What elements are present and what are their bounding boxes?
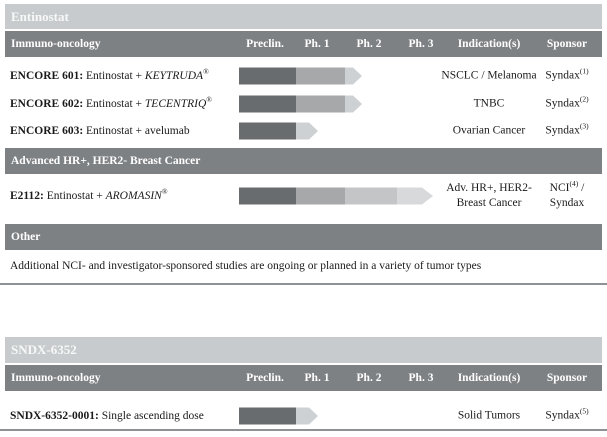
indication-cell: NSCLC / Melanoma xyxy=(441,69,537,82)
sponsor-cell: NCI$^{(4)}$ / Syndax xyxy=(549,179,585,209)
phase-bar xyxy=(239,96,362,113)
section-header-other xyxy=(5,224,602,250)
table-row-encore-602 xyxy=(0,90,607,118)
bar-arrow-into-ph3 xyxy=(397,188,433,205)
phase-bar xyxy=(239,408,318,425)
column-indication: Indication(s) xyxy=(457,38,521,50)
phase-bar xyxy=(239,123,318,140)
table-row-sndx-6352-0001 xyxy=(0,402,607,430)
bar-segment-preclin xyxy=(239,68,296,85)
column-preclin: Preclin. xyxy=(246,372,284,384)
bar-arrow-into-ph2 xyxy=(345,68,362,85)
sponsor-cell: Syndax$^{(3)}$ xyxy=(545,121,589,137)
column-ph2: Ph. 2 xyxy=(356,372,382,384)
table-bottom-divider xyxy=(0,283,607,285)
sponsor-cell: Syndax$^{(1)}$ xyxy=(545,66,589,82)
entinostat-column-header xyxy=(5,31,602,57)
section-title: Other xyxy=(11,231,41,243)
sponsor-cell: Syndax$^{(2)}$ xyxy=(545,94,589,110)
column-ph1: Ph. 1 xyxy=(304,38,330,50)
indication-cell: Solid Tumors xyxy=(457,409,521,422)
phase-bar xyxy=(239,68,362,85)
sndx-column-header xyxy=(5,365,602,391)
bar-arrow-into-ph1 xyxy=(296,123,318,140)
study-name: ENCORE 601: Entinostat + KEYTRUDA® xyxy=(10,67,209,82)
bar-segment-ph2 xyxy=(345,188,397,205)
group-label-immuno-oncology: Immuno-oncology xyxy=(11,372,101,384)
phase-bar xyxy=(239,188,433,205)
indication-cell: Adv. HR+, HER2- Breast Cancer xyxy=(446,182,532,209)
column-indication: Indication(s) xyxy=(457,372,521,384)
column-ph3: Ph. 3 xyxy=(408,38,434,50)
column-sponsor: Sponsor xyxy=(546,372,588,384)
table-row-e2112 xyxy=(0,179,607,213)
sndx-title-bar xyxy=(5,337,602,363)
bar-segment-preclin xyxy=(239,408,296,425)
column-sponsor: Sponsor xyxy=(546,38,588,50)
column-ph3: Ph. 3 xyxy=(408,372,434,384)
bar-arrow-into-ph2 xyxy=(345,96,362,113)
bar-segment-ph1 xyxy=(296,68,345,85)
bar-segment-preclin xyxy=(239,123,296,140)
bar-segment-preclin xyxy=(239,96,296,113)
column-ph2: Ph. 2 xyxy=(356,38,382,50)
sndx-title: SNDX-6352 xyxy=(11,342,77,357)
study-name: ENCORE 602: Entinostat + TECENTRIQ® xyxy=(10,95,212,110)
group-label-immuno-oncology: Immuno-oncology xyxy=(11,38,101,50)
indication-cell: Ovarian Cancer xyxy=(452,124,526,137)
bar-segment-ph1 xyxy=(296,188,345,205)
sponsor-cell: Syndax$^{(5)}$ xyxy=(545,406,589,422)
section-header-breast-cancer xyxy=(5,148,602,174)
column-preclin: Preclin. xyxy=(246,38,284,50)
study-name: E2112: Entinostat + AROMASIN® xyxy=(10,187,168,202)
table-bottom-divider xyxy=(0,429,607,431)
study-name: ENCORE 603: Entinostat + avelumab xyxy=(10,125,190,137)
bar-segment-preclin xyxy=(239,188,296,205)
entinostat-title: Entinostat xyxy=(11,8,69,24)
study-name: SNDX-6352-0001: Single ascending dose xyxy=(10,410,204,422)
entinostat-title-bar xyxy=(5,4,602,29)
additional-studies-note: Additional NCI- and investigator-sponsored studies are ongoing or planned in a variety of tumor types xyxy=(10,260,482,272)
table-row-encore-601 xyxy=(0,62,607,90)
column-ph1: Ph. 1 xyxy=(304,372,330,384)
bar-arrow-into-ph1 xyxy=(296,408,318,425)
indication-cell: TNBC xyxy=(473,97,505,110)
section-title: Advanced HR+, HER2- Breast Cancer xyxy=(11,155,201,167)
table-row-encore-603 xyxy=(0,117,607,145)
bar-segment-ph1 xyxy=(296,96,345,113)
